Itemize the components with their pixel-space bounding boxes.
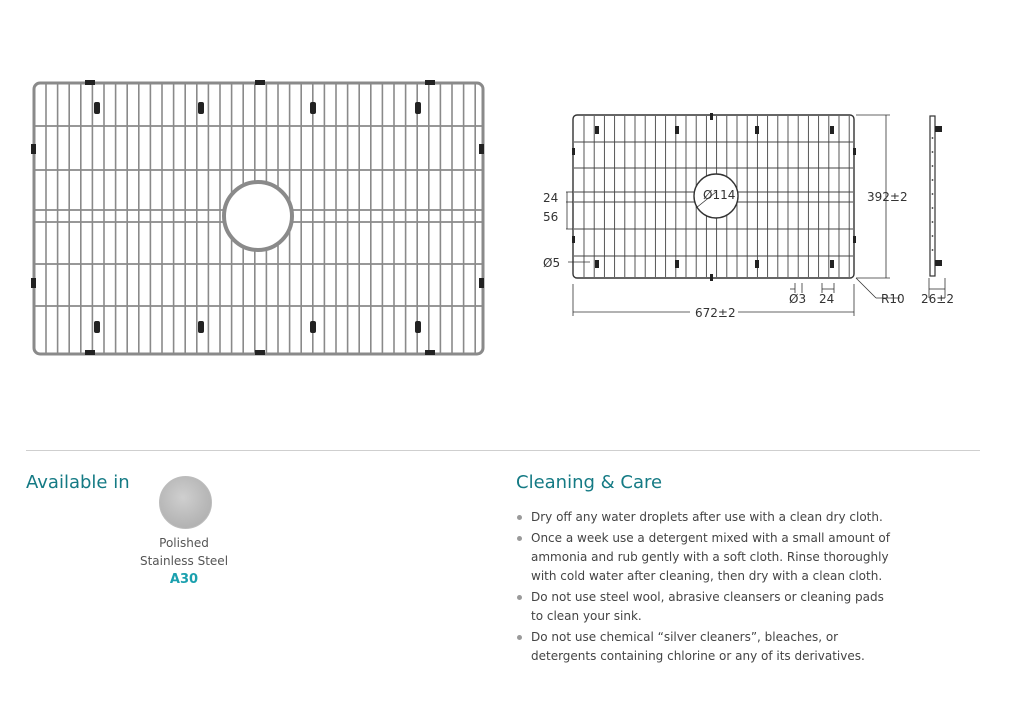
finish-name <box>130 534 238 570</box>
side-wire-dot <box>932 151 934 153</box>
drawing-foot-icon <box>595 126 599 134</box>
drawing-foot-icon <box>675 260 679 268</box>
finish-code: A30 <box>169 572 199 587</box>
dim-width: 672±2 <box>695 306 736 320</box>
care-item <box>516 628 896 666</box>
bullet-icon <box>517 595 522 600</box>
foot-clip-icon <box>425 350 435 355</box>
drawing-foot-icon <box>595 260 599 268</box>
side-wire-dot <box>932 235 934 237</box>
care-item <box>516 588 896 626</box>
foot-bumper-icon <box>94 321 100 333</box>
care-item-text: Do not use steel wool, abrasive cleansers or cleaning pads to clean your sink. <box>531 590 884 623</box>
side-wire-dot <box>932 249 934 251</box>
bullet-icon <box>517 515 522 520</box>
drawing-foot-icon <box>755 260 759 268</box>
section-divider <box>26 450 980 451</box>
foot-clip-icon <box>255 350 265 355</box>
cleaning-care-heading: Cleaning & Care <box>516 472 663 493</box>
foot-bumper-icon <box>415 321 421 333</box>
foot-bumper-icon <box>198 321 204 333</box>
side-wire-dot <box>932 207 934 209</box>
foot-bumper-icon <box>198 102 204 114</box>
dim-depth: 26±2 <box>921 292 954 306</box>
side-wire-dot <box>932 137 934 139</box>
foot-clip-icon <box>31 144 36 154</box>
foot-clip-icon <box>85 350 95 355</box>
foot-bumper-icon <box>415 102 421 114</box>
drawing-foot-icon <box>830 260 834 268</box>
foot-clip-icon <box>479 278 484 288</box>
foot-clip-icon <box>425 80 435 85</box>
care-item-text: Once a week use a detergent mixed with a small amount of ammonia and rub gently with a soft cloth. Rinse thoroughly with cold water after cleaning, then dry with a clean cloth. <box>531 531 890 583</box>
side-wire-dot <box>932 193 934 195</box>
drawing-clip-icon <box>853 148 856 155</box>
side-wire-dot <box>932 165 934 167</box>
finish-name-line2: Stainless Steel <box>139 554 229 568</box>
dim-height: 392±2 <box>867 190 908 204</box>
dim-wire-diameter: Ø3 <box>789 292 807 306</box>
foot-clip-icon <box>255 80 265 85</box>
drain-opening <box>224 182 292 250</box>
sink-grid-photo <box>30 78 490 362</box>
dim-foot-diameter: Ø5 <box>543 256 561 270</box>
dim-wire-spacing: 24 <box>819 292 835 306</box>
drawing-clip-icon <box>853 236 856 243</box>
foot-clip-icon <box>31 278 36 288</box>
side-wire-dot <box>932 221 934 223</box>
foot-clip-icon <box>479 144 484 154</box>
dim-hole-diameter: Ø114 <box>703 188 736 202</box>
finish-swatch <box>159 476 212 529</box>
care-item-text: Do not use chemical “silver cleaners”, bleaches, or detergents containing chlorine or any of its derivatives. <box>531 630 865 663</box>
foot-bumper-icon <box>94 102 100 114</box>
drawing-clip-icon <box>572 236 575 243</box>
available-in-heading: Available in <box>26 472 130 493</box>
dim-spacing-small: 24 <box>543 191 559 205</box>
drawing-foot-icon <box>755 126 759 134</box>
technical-drawing <box>540 108 960 323</box>
drawing-foot-icon <box>830 126 834 134</box>
drawing-clip-icon <box>710 274 713 281</box>
foot-bumper-icon <box>310 102 316 114</box>
dim-corner-radius: R10 <box>881 292 905 306</box>
side-wire-dot <box>932 179 934 181</box>
drawing-clip-icon <box>572 148 575 155</box>
bullet-icon <box>517 536 522 541</box>
foot-clip-icon <box>85 80 95 85</box>
drawing-clip-icon <box>710 113 713 120</box>
dim-spacing-large: 56 <box>543 210 559 224</box>
care-item <box>516 508 896 527</box>
finish-name-line1: Polished <box>159 536 209 550</box>
bullet-icon <box>517 635 522 640</box>
drawing-foot-icon <box>675 126 679 134</box>
care-item-text: Dry off any water droplets after use with a clean dry cloth. <box>531 510 883 524</box>
side-profile <box>930 116 942 276</box>
care-item <box>516 529 896 586</box>
foot-bumper-icon <box>310 321 316 333</box>
care-list <box>516 508 896 668</box>
